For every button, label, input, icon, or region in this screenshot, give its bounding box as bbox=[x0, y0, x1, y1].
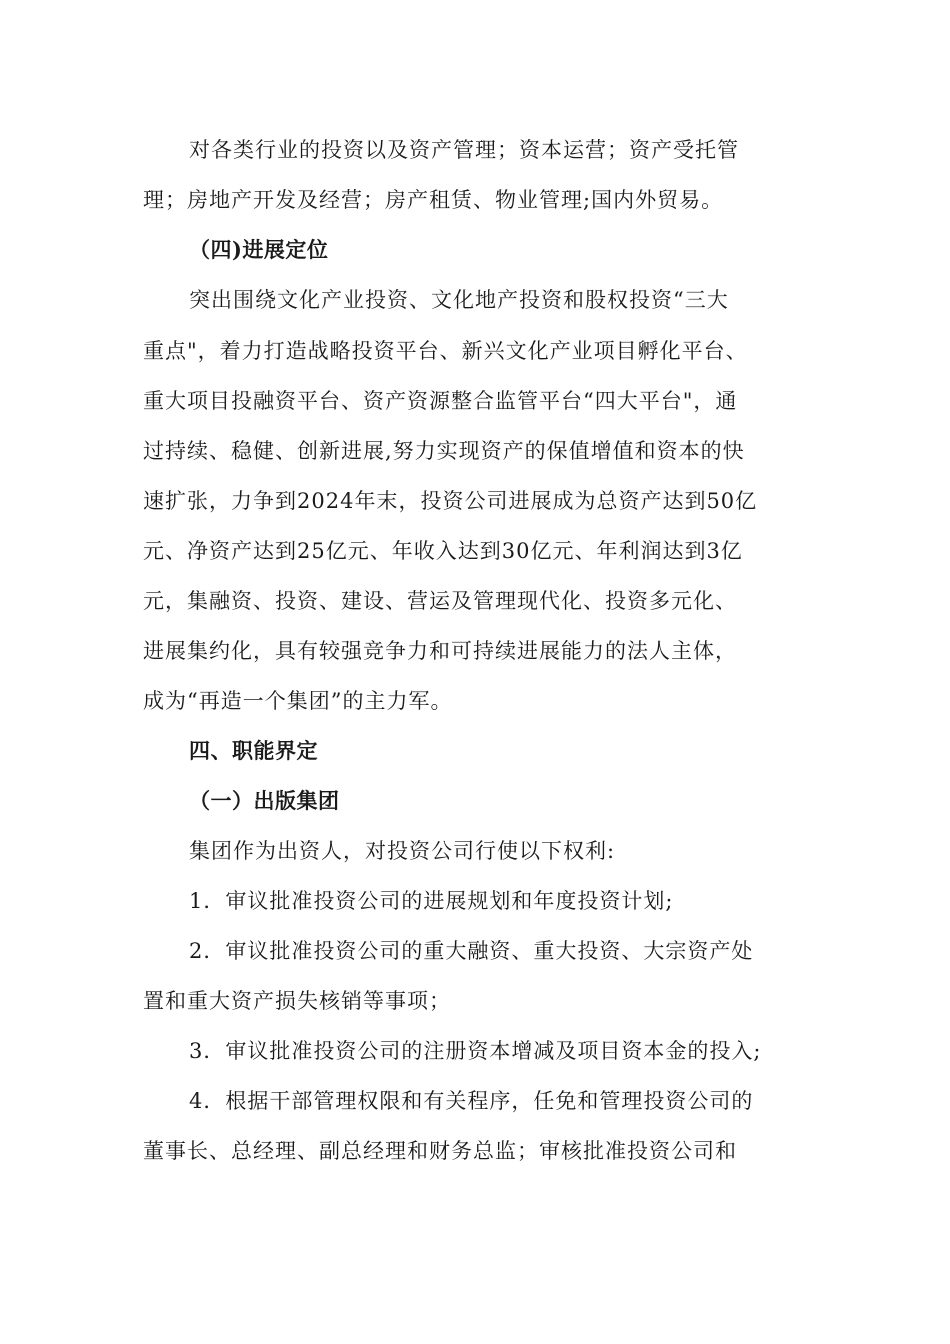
list-item-1: 1．审议批准投资公司的进展规划和年度投资计划; bbox=[189, 889, 674, 913]
paragraph-rights-intro: 集团作为出资人，对投资公司行使以下权利: bbox=[189, 839, 616, 863]
section-heading-development-positioning: （四)进展定位 bbox=[189, 237, 329, 262]
list-item-4-line-2: 董事长、总经理、副总经理和财务总监；审核批准投资公司和 bbox=[143, 1139, 737, 1163]
list-item-3: 3．审议批准投资公司的注册资本增减及项目资本金的投入; bbox=[189, 1039, 762, 1063]
paragraph-business-scope-line-1: 对各类行业的投资以及资产管理；资本运营；资产受托管 bbox=[189, 138, 739, 162]
paragraph-positioning-line-1: 突出围绕文化产业投资、文化地产投资和股权投资“三大 bbox=[189, 288, 729, 312]
paragraph-business-scope-line-2: 理；房地产开发及经营；房产租赁、物业管理;国内外贸易。 bbox=[143, 188, 724, 212]
paragraph-positioning-line-2: 重点"，着力打造战略投资平台、新兴文化产业项目孵化平台、 bbox=[143, 339, 748, 363]
subsection-heading-publishing-group: （一）出版集团 bbox=[189, 788, 340, 813]
paragraph-positioning-line-3: 重大项目投融资平台、资产资源整合监管平台“四大平台"，通 bbox=[143, 389, 738, 413]
list-item-2-line-1: 2．审议批准投资公司的重大融资、重大投资、大宗资产处 bbox=[189, 939, 754, 963]
paragraph-positioning-line-9: 成为“再造一个集团”的主力军。 bbox=[143, 689, 453, 713]
paragraph-positioning-line-7: 元，集融资、投资、建设、营运及管理现代化、投资多元化、 bbox=[143, 589, 737, 613]
paragraph-positioning-line-4: 过持续、稳健、创新进展,努力实现资产的保值增值和资本的快 bbox=[143, 439, 745, 463]
paragraph-positioning-line-5: 速扩张，力争到2024年末，投资公司进展成为总资产达到50亿 bbox=[143, 489, 758, 513]
list-item-2-line-2: 置和重大资产损失核销等事项； bbox=[143, 989, 451, 1013]
paragraph-positioning-line-6: 元、净资产达到25亿元、年收入达到30亿元、年利润达到3亿 bbox=[143, 539, 743, 563]
list-item-4-line-1: 4．根据干部管理权限和有关程序，任免和管理投资公司的 bbox=[189, 1089, 754, 1113]
section-heading-functions: 四、职能界定 bbox=[189, 738, 318, 763]
paragraph-positioning-line-8: 进展集约化，具有较强竞争力和可持续进展能力的法人主体， bbox=[143, 639, 737, 663]
